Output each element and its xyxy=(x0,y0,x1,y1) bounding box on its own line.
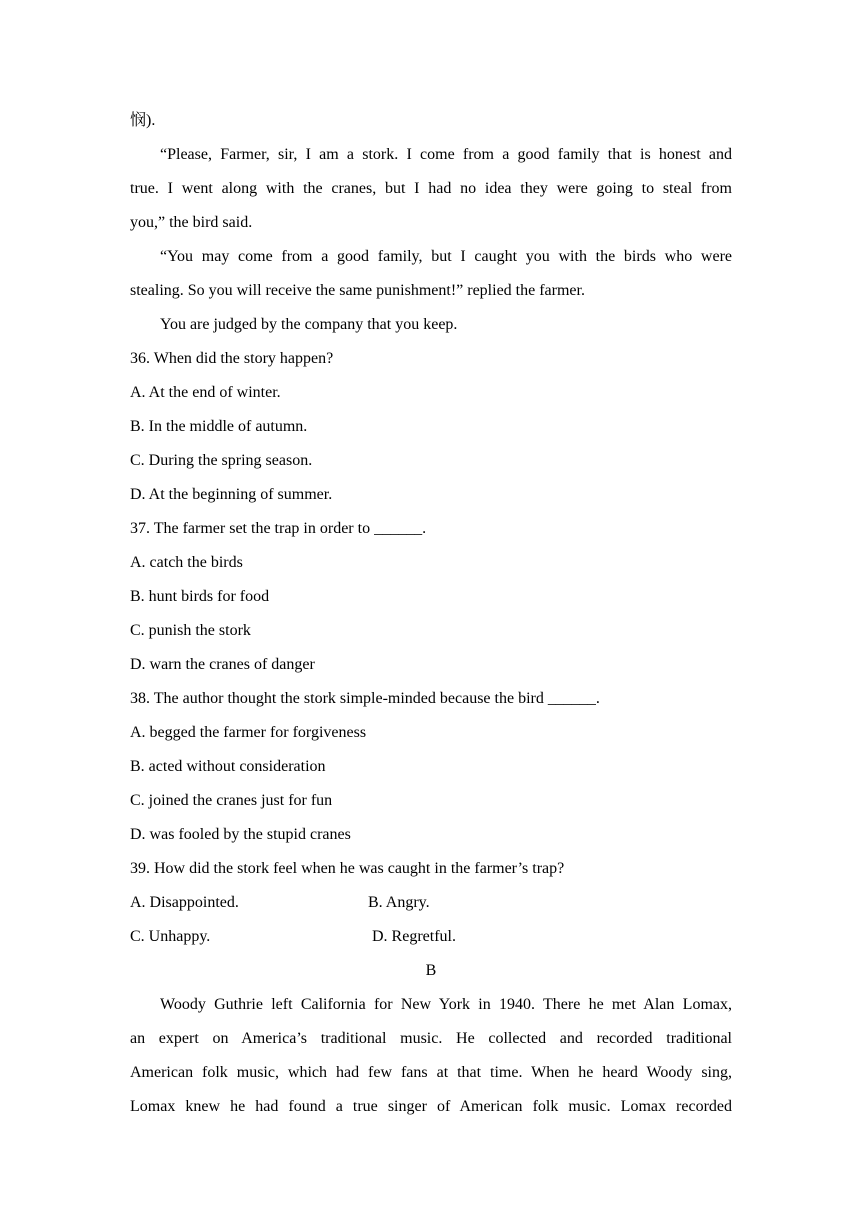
option-row-cd xyxy=(130,925,732,959)
question-38 xyxy=(130,687,732,857)
farmer-speech-line-2: stealing. So you will receive the same punishment!” replied the farmer. xyxy=(130,282,585,299)
document-page xyxy=(130,109,732,1129)
option-b: B. hunt birds for food xyxy=(130,588,270,605)
option-c: C. joined the cranes just for fun xyxy=(130,792,333,809)
option-c: C. Unhappy. xyxy=(130,928,211,945)
option-c: C. punish the stork xyxy=(130,622,251,639)
section-b-line-2: an expert on America’s traditional music. He collected and recorded traditional xyxy=(130,1030,732,1047)
option-a: A. catch the birds xyxy=(130,554,243,571)
passage-a-tail: 悯). xyxy=(130,112,156,129)
option-b: B. In the middle of autumn. xyxy=(130,418,308,435)
option-a: A. Disappointed. xyxy=(130,894,239,911)
farmer-speech-paragraph xyxy=(130,245,732,313)
stork-speech-paragraph xyxy=(130,143,732,245)
stork-speech-line-2: true. I went along with the cranes, but I had no idea they were going to steal from xyxy=(130,180,732,197)
option-a: A. begged the farmer for forgiveness xyxy=(130,724,367,741)
option-a: A. At the end of winter. xyxy=(130,384,281,401)
section-b-paragraph xyxy=(130,993,732,1129)
option-d: D. was fooled by the stupid cranes xyxy=(130,826,351,843)
question-stem: 37. The farmer set the trap in order to ______. xyxy=(130,520,427,537)
stork-speech-line-1: “Please, Farmer, sir, I am a stork. I come from a good family that is honest and xyxy=(160,146,732,163)
question-stem: 38. The author thought the stork simple-minded because the bird ______. xyxy=(130,690,600,707)
option-row-ab xyxy=(130,891,732,925)
question-stem: 39. How did the stork feel when he was caught in the farmer’s trap? xyxy=(130,860,565,877)
section-b-line-4: Lomax knew he had found a true singer of American folk music. Lomax recorded xyxy=(130,1098,732,1115)
section-b-line-3: American folk music, which had few fans at that time. When he heard Woody sing, xyxy=(130,1064,732,1081)
section-b-heading: B xyxy=(425,962,437,979)
farmer-speech-line-1: “You may come from a good family, but I caught you with the birds who were xyxy=(160,248,732,265)
section-b-line-1: Woody Guthrie left California for New York in 1940. There he met Alan Lomax, xyxy=(160,996,732,1013)
question-37 xyxy=(130,517,732,687)
stork-speech-line-3: you,” the bird said. xyxy=(130,214,253,231)
moral-line: You are judged by the company that you keep. xyxy=(160,316,458,333)
option-b: B. acted without consideration xyxy=(130,758,326,775)
option-d: D. warn the cranes of danger xyxy=(130,656,315,673)
option-d: D. At the beginning of summer. xyxy=(130,486,333,503)
question-36 xyxy=(130,347,732,517)
option-c: C. During the spring season. xyxy=(130,452,313,469)
question-stem: 36. When did the story happen? xyxy=(130,350,334,367)
option-b: B. Angry. xyxy=(368,894,430,911)
option-d: D. Regretful. xyxy=(372,928,456,945)
question-39 xyxy=(130,857,732,959)
